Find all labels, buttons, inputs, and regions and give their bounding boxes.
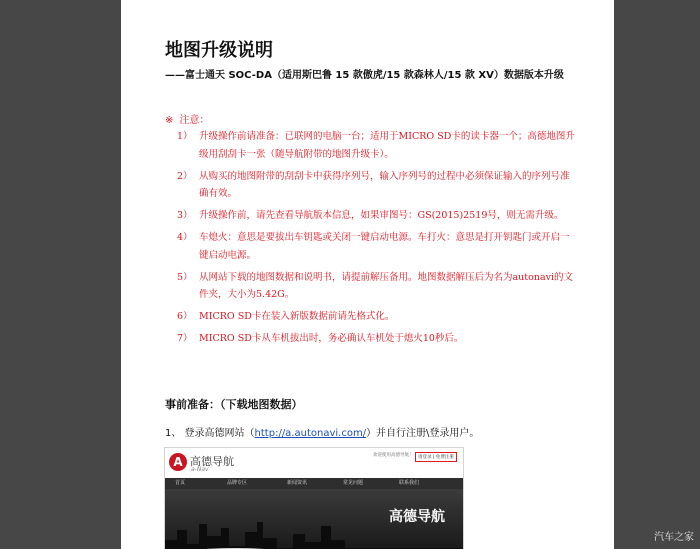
list-item-number: 5） [177,271,193,283]
page-title: 地图升级说明 [165,40,273,61]
list-item [177,330,577,348]
list-item [177,269,577,304]
reference-mark-icon: ※ [165,115,174,126]
nav-item[interactable]: 常见问题 [343,480,364,486]
list-item [177,308,577,326]
logo-text: 高德导航 [190,455,234,468]
list-item-number: 6） [177,311,193,322]
list-item-text: MICRO SD卡在装入新版数据前请先格式化。 [199,311,395,322]
nav-item[interactable]: 新闻资讯 [287,480,308,486]
notes-heading [165,111,209,126]
list-item [177,229,577,264]
autonavi-link[interactable]: http://a.autonavi.com/ [254,428,367,439]
document-page [121,0,614,549]
screenshot-banner [165,489,463,549]
screenshot-nav [165,478,463,489]
banner-title: 高德导航 [389,509,445,525]
logo-subtext: a-Nav [191,466,209,473]
login-button[interactable]: 请登录 [418,455,432,460]
screenshot-welcome-text: 欢迎使用高德导航！ [373,453,414,458]
nav-item[interactable]: 品牌专区 [227,480,248,486]
step-1-suffix: ）并自行注册\登录用户。 [366,428,480,439]
list-item-text: 从网站下载的地图数据和说明书，请提前解压备用。地图数据解压后为名为autonavi的文件夹，大小为5.42G。 [199,271,574,300]
nav-item[interactable]: 首页 [175,480,186,486]
list-item-number: 4） [177,232,193,243]
list-item-number: 7） [177,333,193,344]
register-button[interactable]: 免费注册 [435,455,454,460]
list-item-text: 升级操作前，请先查看导航版本信息，如果审图号：GS(2015)2519号，则无需升级。 [199,210,564,221]
list-item-number: 1） [177,131,193,142]
login-register-box: 请登录 | 免费注册 [415,452,457,462]
list-item-text: 从购买的地图附带的刮刮卡中获得序列号，输入序列号的过程中必须保证输入的序列号准确有效。 [199,170,570,199]
section-title: 事前准备：（下载地图数据） [165,398,303,411]
list-item-text: MICRO SD卡从车机拔出时，务必确认车机处于熄火10秒后。 [199,333,464,344]
list-item [177,207,577,225]
notes-heading-label: 注意： [179,115,210,126]
notes-list [177,128,577,352]
nav-item[interactable]: 联系我们 [399,480,420,486]
list-item-text: 车熄火：意思是要拔出车钥匙或关闭一键启动电源。车打火：意思是打开钥匙门或开启一键启动电源。 [199,232,570,261]
step-1-prefix: 1、 登录高德网站（ [165,428,255,439]
website-screenshot [164,447,464,549]
list-item [177,168,577,203]
watermark: 汽车之家 [654,532,694,543]
screenshot-header [165,448,463,476]
page-subtitle: ——富士通天 SOC-DA（适用斯巴鲁 15 款傲虎/15 款森林人/15 款 XV）数据版本升级 [165,70,564,81]
list-item-number: 2） [177,170,193,182]
list-item-text: 升级操作前请准备：已联网的电脑一台；适用于MICRO SD卡的读卡器一个；高德地图升级用刮刮卡一张（随导航附带的地图升级卡）。 [199,131,575,160]
step-1 [165,424,479,439]
autonavi-logo-icon: A [169,453,187,471]
list-item-number: 3） [177,210,193,221]
list-item [177,128,577,163]
